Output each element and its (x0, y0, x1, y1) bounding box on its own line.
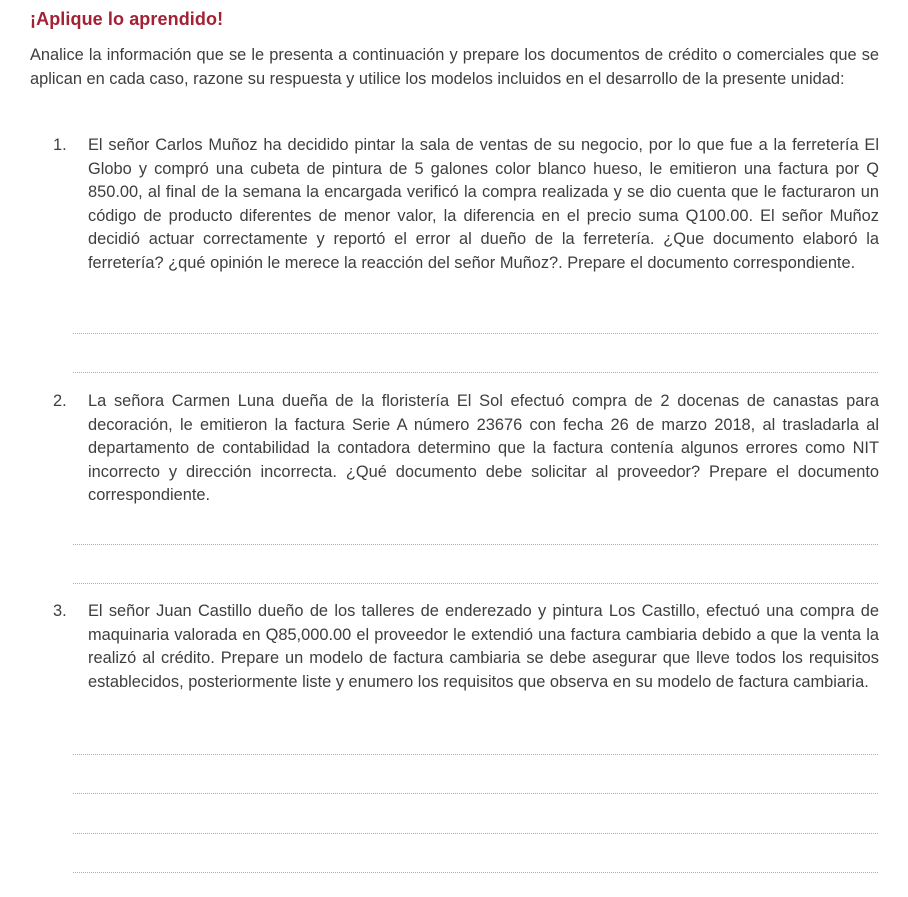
item-text: La señora Carmen Luna dueña de la floristería El Sol efectuó compra de 2 docenas de canastas para decoración, le emitieron la factura Serie A número 23676 con fecha 26 de marzo 2018, al trasladarla al departamento de contabilidad la contadora determino que la factura contenía algunos errores como NIT incorrecto y dirección incorrecta. ¿Qué documento debe solicitar al proveedor? Prepare el documento correspondiente. (88, 392, 879, 504)
answer-line (73, 834, 878, 874)
answer-line (73, 545, 878, 585)
item-text: El señor Carlos Muñoz ha decidido pintar la sala de ventas de su negocio, por lo que fue a la ferretería El Globo y compró una cubeta de pintura de 5 galones color blanco hueso, le emitieron una factura por Q 850.00, al final de la semana la encargada verificó la compra realizada y se dio cuenta que le facturaron un código de producto diferentes de menor valor, la diferencia en el precio suma Q100.00. El señor Muñoz decidió actuar correctamente y reportó el error al dueño de la ferretería. ¿Que documento elaboró la ferretería? ¿qué opinión le merece la reacción del señor Muñoz?. Prepare el documento correspondiente. (88, 136, 879, 272)
item-text: El señor Juan Castillo dueño de los talleres de enderezado y pintura Los Castillo, efectuó una compra de maquinaria valorada en Q85,000.00 el proveedor le extendió una factura cambiaria debido a que la venta la realizó al crédito. Prepare un modelo de factura cambiaria se debe asegurar que lleve todos los requisitos establecidos, posteriormente liste y enumero los requisitos que observa en su modelo de factura cambiaria. (88, 602, 879, 691)
exercise-item-3 (53, 600, 879, 694)
item-number: 2. (53, 392, 67, 410)
intro-paragraph: Analice la información que se le presenta a continuación y prepare los documentos de crédito o comerciales que se aplican en cada caso, razone su respuesta y utilice los modelos incluidos en el desarrollo de la presente unidad: (30, 46, 879, 88)
exercise-item-1 (53, 134, 879, 275)
item-number: 1. (53, 136, 67, 154)
answer-line (73, 334, 878, 374)
item-number: 3. (53, 602, 67, 620)
answer-line (73, 294, 878, 334)
answer-lines-group-1 (73, 294, 878, 373)
answer-line (73, 794, 878, 834)
exercise-item-2 (53, 390, 879, 508)
page-title: ¡Aplique lo aprendido! (30, 9, 224, 29)
answer-lines-group-2 (73, 505, 878, 584)
answer-line (73, 755, 878, 795)
answer-line (73, 505, 878, 545)
answer-lines-group-3 (73, 715, 878, 873)
answer-line (73, 715, 878, 755)
